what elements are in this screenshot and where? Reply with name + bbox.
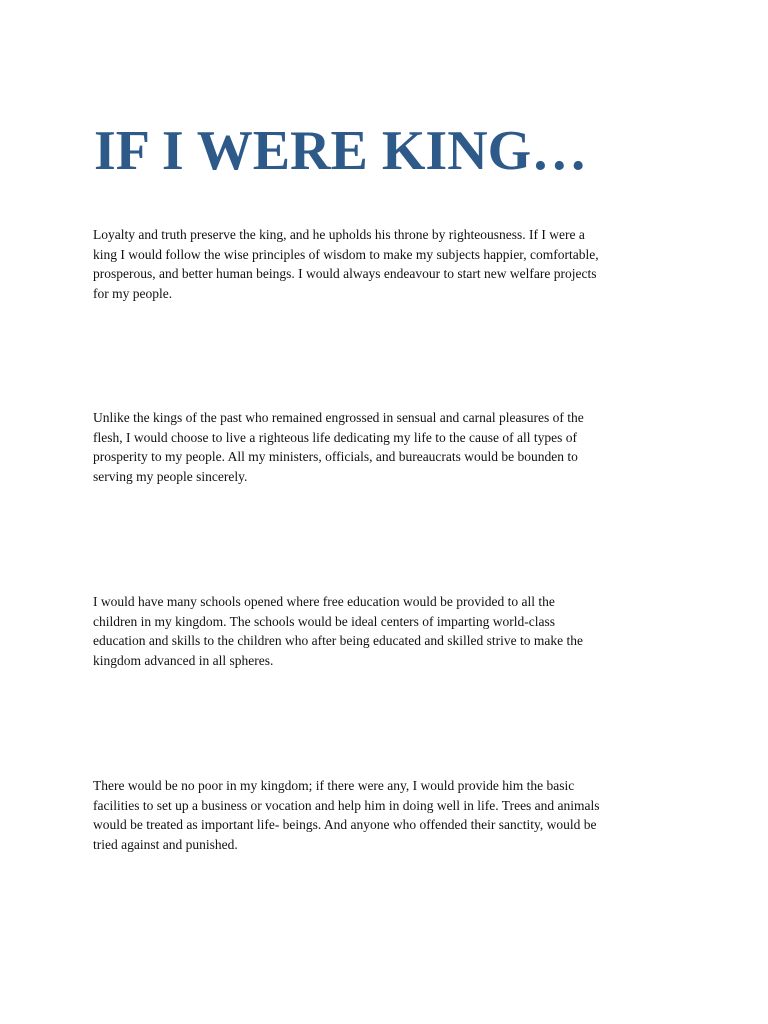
- paragraph-line: kingdom advanced in all spheres.: [93, 652, 274, 668]
- paragraph-line: would be treated as important life- beings. And anyone who offended their sanctity, would be: [93, 817, 597, 832]
- paragraph-line: facilities to set up a business or vocation and help him in doing well in life. Trees and animals: [93, 797, 600, 813]
- paragraph-2: [93, 408, 693, 486]
- paragraph-line: I would have many schools opened where free education would be provided to all the: [93, 594, 555, 609]
- paragraph-line: prosperity to my people. All my ministers, officials, and bureaucrats would be bounden to: [93, 449, 578, 464]
- paragraph-line: children in my kingdom. The schools would be ideal centers of imparting world-class: [93, 613, 556, 629]
- paragraph-line: education and skills to the children who after being educated and skilled strive to make the: [93, 633, 583, 648]
- document-title: IF I WERE KING…: [94, 120, 588, 182]
- paragraph-line: Loyalty and truth preserve the king, and he upholds his throne by righteousness. If I were a: [93, 227, 585, 242]
- paragraph-1: [93, 225, 693, 303]
- paragraph-line: prosperous, and better human beings. I would always endeavour to start new welfare projects: [93, 266, 597, 281]
- paragraph-line: tried against and punished.: [93, 836, 238, 852]
- paragraph-line: king I would follow the wise principles of wisdom to make my subjects happier, comfortable,: [93, 246, 599, 262]
- paragraph-line: serving my people sincerely.: [93, 468, 248, 484]
- paragraph-line: for my people.: [93, 285, 173, 301]
- paragraph-line: flesh, I would choose to live a righteous life dedicating my life to the cause of all types of: [93, 429, 577, 445]
- paragraph-3: [93, 592, 693, 670]
- paragraph-4: [93, 776, 693, 854]
- paragraph-line: Unlike the kings of the past who remained engrossed in sensual and carnal pleasures of the: [93, 410, 584, 425]
- paragraph-line: There would be no poor in my kingdom; if there were any, I would provide him the basic: [93, 778, 575, 793]
